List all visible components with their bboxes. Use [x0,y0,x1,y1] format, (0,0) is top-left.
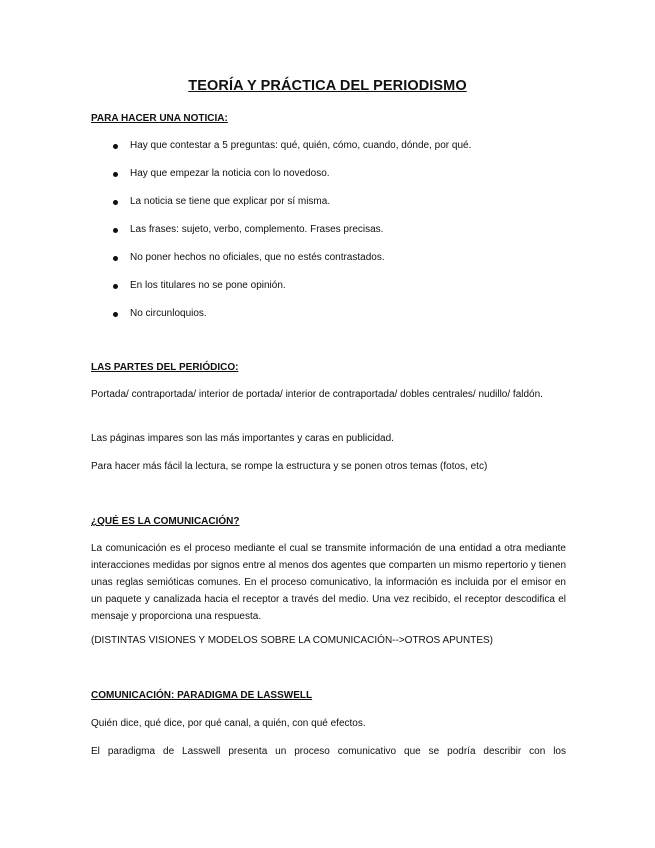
bullet-icon [113,200,118,205]
list-item [0,252,600,266]
paragraph: Quién dice, qué dice, por qué canal, a quién, con qué efectos. [91,718,366,729]
bullet-icon [113,172,118,177]
paragraph: (DISTINTAS VISIONES Y MODELOS SOBRE LA COMUNICACIÓN-->OTROS APUNTES) [91,635,494,646]
list-item-text: Hay que contestar a 5 preguntas: qué, quién, cómo, cuando, dónde, por qué. [130,140,472,151]
section-heading-partes: LAS PARTES DEL PERIÓDICO: [91,362,239,373]
section-heading-lasswell: COMUNICACIÓN: PARADIGMA DE LASSWELL [91,690,313,701]
section-heading-noticia: PARA HACER UNA NOTICIA: [91,113,228,124]
paragraph: Las páginas impares son las más importantes y caras en publicidad. [91,433,394,444]
section-heading-comunicacion: ¿QUÉ ES LA COMUNICACIÓN? [91,516,240,527]
document-title: TEORÍA Y PRÁCTICA DEL PERIODISMO [188,78,467,94]
list-item [0,140,600,154]
list-item-text: No circunloquios. [130,308,207,319]
bullet-icon [113,312,118,317]
list-item-text: No poner hechos no oficiales, que no estés contrastados. [130,252,385,263]
bullet-icon [113,144,118,149]
paragraph: Portada/ contraportada/ interior de portada/ interior de contraportada/ dobles centrales/ nudillo/ faldón. [91,389,543,400]
list-item [0,196,600,210]
bullet-icon [113,284,118,289]
list-item [0,224,600,238]
list-item [0,280,600,294]
list-item-text: La noticia se tiene que explicar por sí misma. [130,196,331,207]
paragraph: La comunicación es el proceso mediante el cual se transmite información de una entidad a otra mediante interacciones medidas por signos entre al menos dos agentes que comparten un mismo repertorio y tienen unas reglas semióticas comunes. En el proceso comunicativo, la información es incluida por el emisor en un paquete y canalizada hacia el receptor a través del medio. Una vez recibido, el receptor descodifica el mensaje y proporciona una respuesta. [91,543,566,622]
paragraph: Para hacer más fácil la lectura, se rompe la estructura y se ponen otros temas (fotos, etc) [91,461,488,472]
list-item-text: Las frases: sujeto, verbo, complemento. Frases precisas. [130,224,384,235]
bullet-icon [113,228,118,233]
bullet-icon [113,256,118,261]
list-item-text: Hay que empezar la noticia con lo novedoso. [130,168,330,179]
list-item [0,308,600,322]
list-item [0,168,600,182]
paragraph: El paradigma de Lasswell presenta un proceso comunicativo que se podría describir con los [91,746,566,757]
list-item-text: En los titulares no se pone opinión. [130,280,286,291]
